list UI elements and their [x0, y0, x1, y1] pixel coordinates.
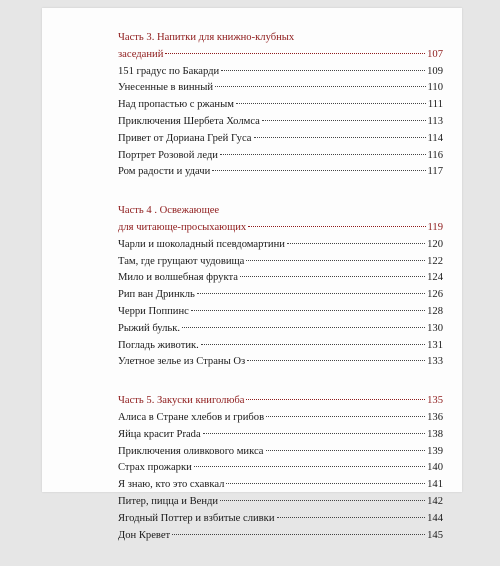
- toc-entry-page-number: 110: [427, 82, 443, 94]
- dotted-leader: [172, 534, 425, 535]
- toc-entry[interactable]: [118, 528, 443, 545]
- section-page-number: 135: [427, 395, 443, 407]
- dotted-leader: [247, 360, 425, 361]
- toc-entry-title: Яйца красит Prada: [118, 428, 201, 440]
- dotted-leader: [254, 137, 426, 138]
- section-header[interactable]: [118, 393, 443, 410]
- toc-entry[interactable]: [118, 410, 443, 427]
- dotted-leader: [221, 70, 425, 71]
- toc-entry-page-number: 114: [427, 132, 443, 144]
- toc-entry-page-number: 130: [427, 322, 443, 334]
- dotted-leader: [165, 53, 425, 54]
- section-header-text: Часть 5. Закуски книголюба: [118, 395, 245, 407]
- section-header-line: [118, 30, 443, 47]
- dotted-leader: [226, 483, 425, 484]
- toc-entry[interactable]: [118, 494, 443, 511]
- table-of-contents: [118, 30, 443, 566]
- toc-section: [118, 203, 443, 371]
- section-header-text: Часть 3. Напитки для книжно-клубных: [118, 32, 295, 43]
- toc-entry[interactable]: [118, 338, 443, 355]
- toc-entry-title: Ягодный Поттер и взбитые сливки: [118, 512, 275, 524]
- toc-entry-title: Приключения Шербета Холмса: [118, 115, 260, 127]
- toc-section: [118, 393, 443, 544]
- toc-entry-page-number: 124: [427, 272, 443, 284]
- section-header-text: для читающе-просыхающих: [118, 221, 247, 233]
- toc-entry-title: Питер, пицца и Венди: [118, 495, 219, 507]
- toc-entry-page-number: 126: [427, 289, 443, 301]
- toc-entry-page-number: 116: [427, 149, 443, 161]
- toc-entry-title: Я знаю, кто это схавкал: [118, 479, 225, 491]
- dotted-leader: [246, 260, 425, 261]
- toc-entry[interactable]: [118, 304, 443, 321]
- toc-entry[interactable]: [118, 97, 443, 114]
- toc-entry-title: Ром радости и удачи: [118, 166, 211, 178]
- toc-entry-title: Унесенные в винный: [118, 82, 213, 94]
- toc-entry-page-number: 138: [427, 428, 443, 440]
- toc-entry-title: Рыжий бульк.: [118, 322, 181, 334]
- toc-entry-page-number: 133: [427, 356, 443, 368]
- toc-entry[interactable]: [118, 237, 443, 254]
- toc-entry-title: Рип ван Дринкль: [118, 289, 195, 301]
- dotted-leader: [197, 293, 425, 294]
- toc-entry-page-number: 113: [427, 115, 443, 127]
- toc-entry-page-number: 109: [427, 65, 443, 77]
- dotted-leader: [248, 226, 425, 227]
- toc-entry[interactable]: [118, 114, 443, 131]
- toc-entry[interactable]: [118, 254, 443, 271]
- toc-entry-page-number: 111: [427, 99, 443, 111]
- toc-entry-title: Страх прожарки: [118, 462, 192, 474]
- toc-entry-page-number: 131: [427, 339, 443, 351]
- toc-entry-page-number: 136: [427, 411, 443, 423]
- section-page-number: 119: [427, 221, 443, 233]
- section-header-line: [118, 203, 443, 220]
- dotted-leader: [201, 344, 425, 345]
- toc-entry-title: Там, где грущают чудовища: [118, 255, 245, 267]
- toc-entry[interactable]: [118, 148, 443, 165]
- section-page-number: 107: [427, 48, 443, 60]
- toc-entry[interactable]: [118, 64, 443, 81]
- dotted-leader: [277, 517, 426, 518]
- toc-entry-page-number: 128: [427, 305, 443, 317]
- dotted-leader: [246, 399, 425, 400]
- toc-entry-page-number: 122: [427, 255, 443, 267]
- toc-entry-title: Погладь животик.: [118, 339, 199, 351]
- dotted-leader: [191, 310, 425, 311]
- toc-entry[interactable]: [118, 354, 443, 371]
- toc-section: [118, 30, 443, 181]
- toc-entry-page-number: 117: [427, 166, 443, 178]
- toc-entry-page-number: 142: [427, 495, 443, 507]
- toc-entry[interactable]: [118, 460, 443, 477]
- dotted-leader: [212, 170, 425, 171]
- dotted-leader: [215, 86, 426, 87]
- toc-entry[interactable]: [118, 444, 443, 461]
- toc-entry-title: Дон Кревет: [118, 529, 171, 541]
- dotted-leader: [240, 276, 425, 277]
- toc-entry[interactable]: [118, 270, 443, 287]
- dotted-leader: [287, 243, 425, 244]
- toc-entry-title: Привет от Дориана Грей Гуса: [118, 132, 252, 144]
- toc-entry-title: 151 градус по Бакарди: [118, 65, 220, 77]
- dotted-leader: [236, 103, 426, 104]
- toc-entry-page-number: 140: [427, 462, 443, 474]
- toc-entry[interactable]: [118, 131, 443, 148]
- section-header-text: заседаний: [118, 48, 164, 60]
- toc-entry-title: Над пропастью с ржаным: [118, 99, 234, 111]
- toc-entry-page-number: 139: [427, 445, 443, 457]
- dotted-leader: [266, 450, 426, 451]
- toc-entry-title: Алиса в Стране хлебов и грибов: [118, 411, 265, 423]
- toc-entry[interactable]: [118, 511, 443, 528]
- toc-entry-page-number: 145: [427, 529, 443, 541]
- dotted-leader: [220, 500, 425, 501]
- dotted-leader: [203, 433, 425, 434]
- toc-entry[interactable]: [118, 321, 443, 338]
- toc-entry-title: Приключения оливкового микса: [118, 445, 264, 457]
- toc-entry-title: Улетное зелье из Страны Оз: [118, 356, 246, 368]
- toc-entry[interactable]: [118, 80, 443, 97]
- toc-entry-title: Черри Поппинс: [118, 305, 189, 317]
- section-header-text: Часть 4 . Освежающее: [118, 205, 220, 217]
- section-header[interactable]: [118, 47, 443, 64]
- book-page: [42, 8, 462, 541]
- section-header[interactable]: [118, 220, 443, 237]
- dotted-leader: [194, 466, 425, 467]
- dotted-leader: [266, 416, 425, 417]
- toc-entry-page-number: 141: [427, 479, 443, 491]
- toc-entry[interactable]: [118, 477, 443, 494]
- toc-entry[interactable]: [118, 164, 443, 181]
- toc-entry-title: Мило и волшебная фрукта: [118, 272, 238, 284]
- toc-entry[interactable]: [118, 427, 443, 444]
- dotted-leader: [182, 327, 425, 328]
- dotted-leader: [220, 154, 426, 155]
- toc-entry-title: Чарли и шоколадный псевдомартини: [118, 238, 285, 250]
- toc-entry-page-number: 120: [427, 238, 443, 250]
- dotted-leader: [262, 120, 426, 121]
- toc-entry[interactable]: [118, 287, 443, 304]
- toc-entry-title: Портрет Розовой леди: [118, 149, 218, 161]
- toc-entry-page-number: 144: [427, 512, 443, 524]
